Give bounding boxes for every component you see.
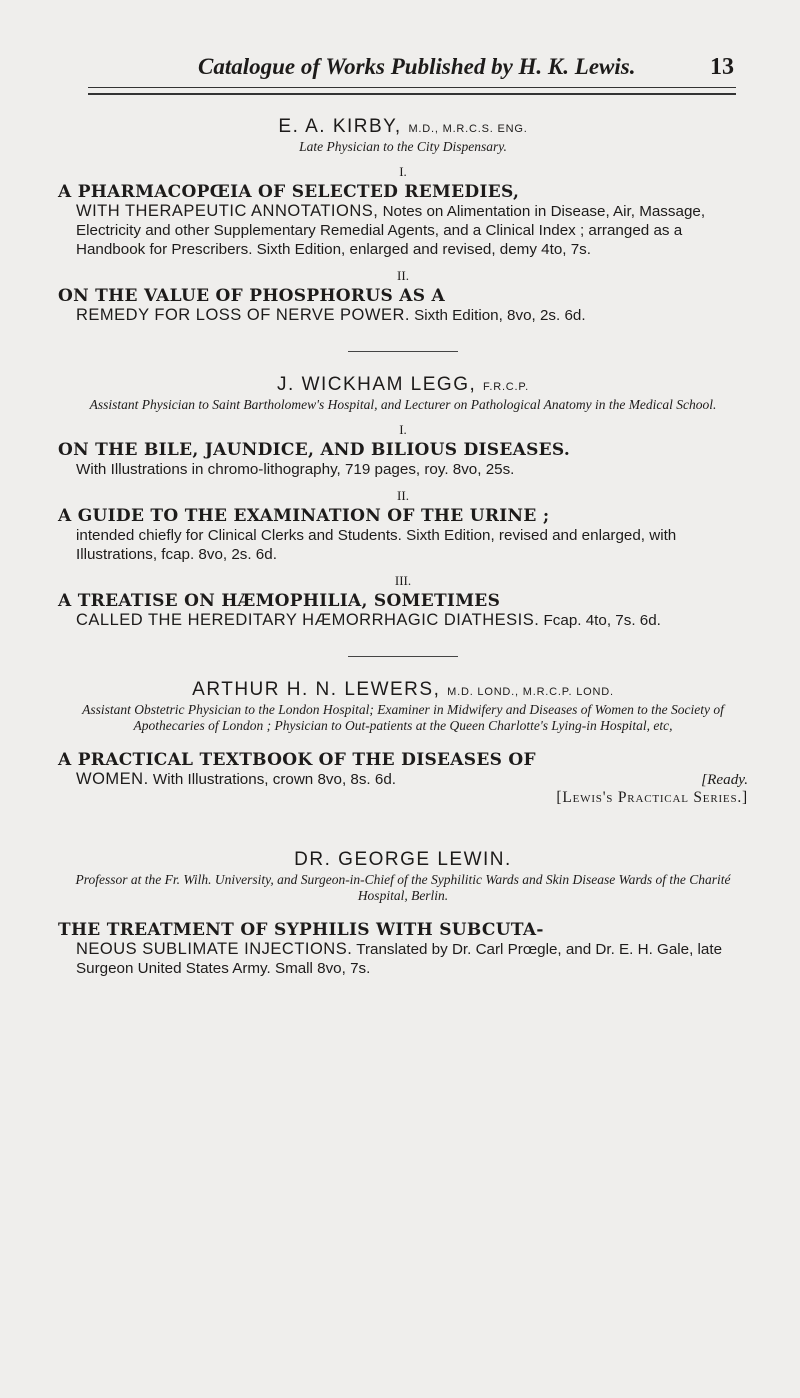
work-details: intended chiefly for Clinical Clerks and Students. Sixth Edition, revised and enlarged, with Illustrations, fcap. 8vo, 2s. 6d. xyxy=(76,527,677,563)
work-number: II. xyxy=(397,488,409,503)
work-description xyxy=(58,306,748,325)
work-title: A PHARMACOPŒIA OF SELECTED REMEDIES, xyxy=(58,182,520,202)
work-description xyxy=(58,526,748,564)
work-description xyxy=(58,611,748,630)
work-details: Notes on Alimentation in Disease, Air, Massage, Electricity and other Supplementary Remedial Agents, and a Clinical Index ; arranged as a Handbook for Prescribers. Sixth Edition, enlarged and revised, demy 4to, 7s. xyxy=(76,203,706,258)
catalogue-title: Catalogue of Works Published by H. K. Lewis. xyxy=(198,54,636,79)
work-description xyxy=(58,460,748,479)
author-section xyxy=(58,116,748,325)
work-details: Translated by Dr. Carl Prœgle, and Dr. E. H. Gale, late Surgeon United States Army. Small 8vo, 7s. xyxy=(76,941,723,977)
work-details: Fcap. 4to, 7s. 6d. xyxy=(539,612,661,629)
work-title: A TREATISE ON HÆMOPHILIA, SOMETIMES xyxy=(58,591,501,611)
work-subtitle: WITH THERAPEUTIC ANNOTATIONS, xyxy=(76,202,379,220)
author-affiliation: Assistant Physician to Saint Bartholomew's Hospital, and Lecturer on Pathological Anatomy in the Medical School. xyxy=(89,397,717,412)
work-details: Sixth Edition, 8vo, 2s. 6d. xyxy=(409,307,586,324)
author-qualifications: F.R.C.P. xyxy=(483,381,529,393)
ready-note: [Ready. xyxy=(701,771,748,788)
author-section xyxy=(58,374,748,630)
author-qualifications: M.D., M.R.C.S. ENG. xyxy=(408,123,528,135)
work-details: With Illustrations, crown 8vo, 8s. 6d. xyxy=(148,771,396,788)
work-title: A PRACTICAL TEXTBOOK OF THE DISEASES OF xyxy=(58,750,536,770)
work-title: ON THE VALUE OF PHOSPHORUS AS A xyxy=(58,286,446,306)
work-title: THE TREATMENT OF SYPHILIS WITH SUBCUTA- xyxy=(58,920,544,940)
author-name: DR. GEORGE LEWIN. xyxy=(294,849,512,870)
work-subtitle: REMEDY FOR LOSS OF NERVE POWER. xyxy=(76,306,410,324)
author-section xyxy=(58,679,748,807)
series-note: [Lewis's Practical Series.] xyxy=(556,789,748,806)
work-title: A GUIDE TO THE EXAMINATION OF THE URINE ; xyxy=(58,506,550,526)
author-section xyxy=(58,849,748,978)
work-number: II. xyxy=(397,268,409,283)
author-name: ARTHUR H. N. LEWERS, M.D. LOND., M.R.C.P. LOND. xyxy=(192,679,614,700)
work-subtitle: NEOUS SUBLIMATE INJECTIONS. xyxy=(76,940,353,958)
section-divider xyxy=(348,351,458,352)
work-number: I. xyxy=(399,422,407,437)
author-affiliation: Late Physician to the City Dispensary. xyxy=(299,139,507,154)
author-qualifications: M.D. LOND., M.R.C.P. LOND. xyxy=(447,686,614,698)
author-affiliation: Professor at the Fr. Wilh. University, and Surgeon-in-Chief of the Syphilitic Wards and Skin Disease Wards of the Charité Hospital, Berlin. xyxy=(75,872,731,903)
section-divider xyxy=(348,656,458,657)
work-details: With Illustrations in chromo-lithography, 719 pages, roy. 8vo, 25s. xyxy=(76,461,515,478)
catalogue-content xyxy=(58,100,748,978)
author-name: J. WICKHAM LEGG, F.R.C.P. xyxy=(277,374,529,395)
page-number: 13 xyxy=(710,54,734,80)
work-subtitle: CALLED THE HEREDITARY HÆMORRHAGIC DIATHESIS. xyxy=(76,611,540,629)
work-number: I. xyxy=(399,164,407,179)
work-number: III. xyxy=(394,573,412,588)
work-description xyxy=(58,202,748,259)
work-description xyxy=(58,940,748,978)
work-description xyxy=(58,770,748,789)
work-subtitle: WOMEN. xyxy=(76,770,149,788)
work-title: ON THE BILE, JAUNDICE, AND BILIOUS DISEASES. xyxy=(58,440,571,460)
header-rule xyxy=(88,87,736,95)
author-affiliation: Assistant Obstetric Physician to the London Hospital; Examiner in Midwifery and Diseases of Women to the Society of Apothecaries of London ; Physician to Out-patients at the Queen Charlotte's Lying-in Hospital, etc, xyxy=(82,702,724,733)
author-name: E. A. KIRBY, M.D., M.R.C.S. ENG. xyxy=(278,116,528,137)
